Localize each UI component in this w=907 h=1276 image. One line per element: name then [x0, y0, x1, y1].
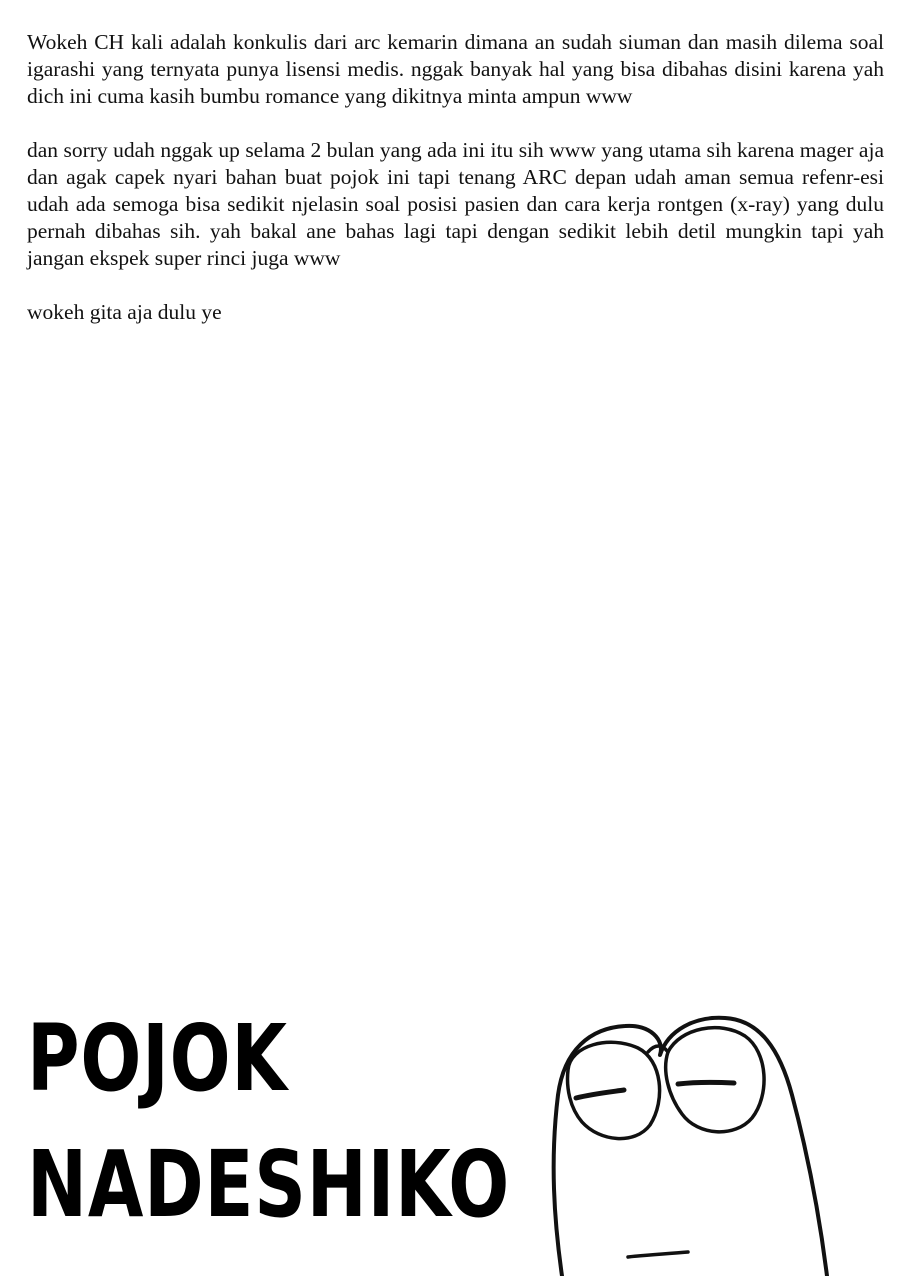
mascot-body-outline: [554, 1018, 827, 1276]
left-eye-closed-icon: [576, 1090, 624, 1098]
mouth-icon: [628, 1252, 688, 1257]
paragraph-closing: wokeh gita aja dulu ye: [27, 300, 222, 324]
glasses-bridge-icon: [648, 1046, 668, 1052]
mascot-drawing: [540, 1010, 860, 1276]
title-line-nadeshiko: NADESHIKO: [27, 1131, 511, 1238]
paragraph-intro: Wokeh CH kali adalah konkulis dari arc kemarin dimana an sudah siuman dan masih dilema soal igarashi yang ternyata punya lisensi medis. nggak banyak hal yang bisa dibahas disini karena yah dich ini cuma kasih bumbu romance yang dikitnya minta ampun www: [27, 30, 884, 108]
title-line-pojok: POJOK: [27, 1005, 288, 1112]
note-text-block: [27, 29, 884, 353]
glasses-right-lens-icon: [666, 1028, 764, 1132]
right-eye-closed-icon: [678, 1082, 734, 1084]
paragraph-apology: dan sorry udah nggak up selama 2 bulan yang ada ini itu sih www yang utama sih karena mager aja dan agak capek nyari bahan buat pojok ini tapi tenang ARC depan udah aman semua refenr-esi udah ada semoga bisa sedikit njelasin soal posisi pasien dan cara kerja rontgen (x-ray) yang dulu pernah dibahas sih. yah bakal ane bahas lagi tapi dengan sedikit lebih detil mungkin tapi yah jangan ekspek super rinci juga www: [27, 138, 884, 270]
